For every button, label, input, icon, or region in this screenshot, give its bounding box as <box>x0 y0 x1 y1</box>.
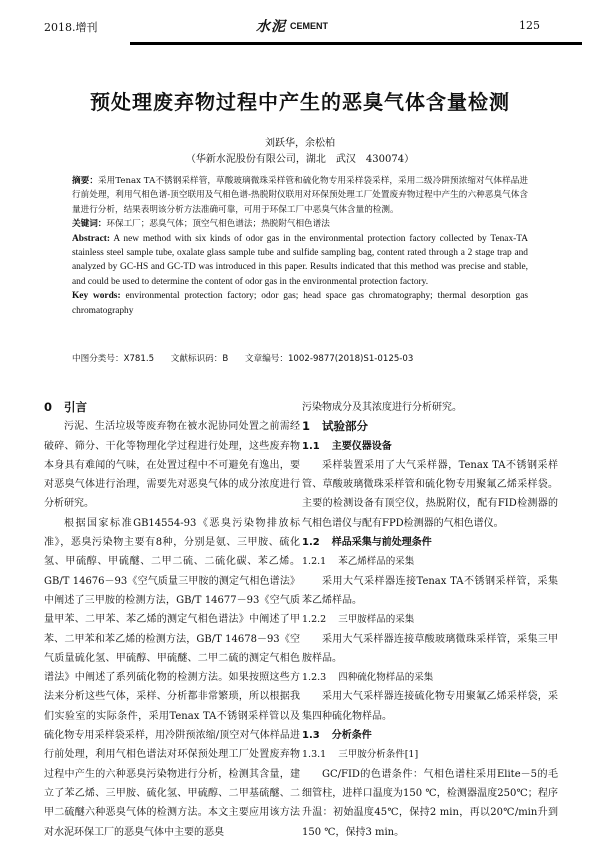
keywords-en <box>72 289 528 318</box>
section-1-2-3-text: 采用大气采样器连接硫化物专用聚氟乙烯采样袋，采集四种硫化物样品。 <box>302 691 558 722</box>
abstract-cn-text: 采用Tenax TA不锈钢采样管，草酸玻璃微珠采样管和硫化物专用采样袋采样，采用二级冷阱预浓缩对气体样品进行前处理，利用气相色谱-顶空联用及气相色谱-热脱附仪联用对环保预处理工厂处置废弃物过程中产生的六种恶臭气体含量进行分析，结果表明该分析方法准确可靠，可用于环保工厂中恶臭气体含量的检测。 <box>72 176 528 215</box>
abstract-en-text: A new method with six kinds of odor gas in the environmental protection factory collected by Tenax-TA stainless steel sample tube, oxalate glass sample tube and sulfide sampling bag, content rated through a 2 stage trap and analyzed by GC-HS and GC-TD was introduced in this paper. Results indicated that this method was precise and stable, and could be used to determine the content of odor gas in the environmental protection factory. <box>72 233 529 287</box>
section-title: 四种硫化物样品的采集 <box>338 672 434 684</box>
section-number: 0 <box>44 400 53 414</box>
section-1-3-1-text: GC/FID的色谱条件：气相色谱柱采用Elite－5的毛细管柱，进样口温度为150 ℃，检测器温度250℃；程序升温：初始温度45℃，保持2 min，再以20℃/min升到150 ℃，保持3 min。 <box>302 768 558 838</box>
journal-name-en: CEMENT <box>290 21 328 31</box>
section-number: 1.3.1 <box>302 749 327 761</box>
left-column <box>44 398 300 842</box>
abstract-cn-label: 摘要： <box>72 176 99 186</box>
section-1-3-1-heading <box>302 745 558 764</box>
intro-paragraph-continued: 污染物成分及其浓度进行分析研究。 <box>302 402 462 413</box>
running-head <box>44 16 540 36</box>
section-title: 试验部分 <box>322 419 369 434</box>
section-number: 1.2 <box>302 537 320 549</box>
section-1-1-text: 采样装置采用了大气采样器，Tenax TA不锈钢采样管、草酸玻璃微珠采样管和硫化物专用聚氟乙烯采样袋。主要的检测设备有顶空仪，热脱附仪，配有FID检测器的气相色谱仪与配有FPD检测器的气相色谱仪。 <box>302 459 558 529</box>
right-column <box>302 398 558 842</box>
section-title: 样品采集与前处理条件 <box>331 537 432 549</box>
section-1-3-heading <box>302 726 558 745</box>
abstract-en-label: Abstract: <box>72 233 111 244</box>
section-1-heading <box>302 417 558 436</box>
keywords-en-text: environmental protection factory; odor gas; head space gas chromatography; thermal desorption gas chromatography <box>72 291 529 316</box>
intro-paragraph-2: 根据国家标准GB14554-93《恶臭污染物排放标准》，恶臭污染物主要有8种，分别是氨、三甲胺、硫化氢、甲硫醇、甲硫醚、二甲二硫、二硫化碳、苯乙烯。GB/T 14676－93《空气质量三甲胺的测定气相色谱法》中阐述了三甲胺的检测方法，GB/T 14677－93《空气质量甲苯、二甲苯、苯乙烯的测定气相色谱法》中阐述了甲苯、二甲苯和苯乙烯的检测方法，GB/T 14678－93《空气质量硫化氢、甲硫醇、甲硫醚、二甲二硫的测定气相色谱法》中阐述了系列硫化物的检测方法。如果按照这些方法来分析这些气体，采样、分析都非常繁琐，所以根据我们实验室的实际条件，采用Tenax TA不锈钢采样管以及硫化物专用采样袋采样，用冷阱预浓缩/顶空对气体样品进行前处理，利用气相色谱法对环保预处理工厂处置废弃物过程中产生的六种恶臭污染物进行分析，检测其含量，建立了苯乙烯、三甲胺、硫化氢、甲硫醇、二甲基硫醚、二甲二硫醚六种恶臭气体的检测方法。本文主要应用该方法对水泥环保工厂的恶臭气体中主要的恶臭 <box>44 517 300 838</box>
abstract-cn <box>72 174 528 217</box>
clc-number: 中图分类号：X781.5 <box>72 354 155 364</box>
section-1-1-heading <box>302 437 558 456</box>
section-title: 三甲胺分析条件[1] <box>338 749 419 761</box>
issue-label: 2018.增刊 <box>44 21 98 34</box>
section-0-heading <box>44 398 300 417</box>
keywords-cn-label: 关键词： <box>72 219 107 230</box>
section-number: 1.1 <box>302 440 320 452</box>
abstract-en <box>72 232 528 290</box>
section-number: 1.3 <box>302 730 320 742</box>
intro-paragraph-1: 污泥、生活垃圾等废弃物在被水泥协同处置之前需经破碎、筛分、干化等物理化学过程进行处理，这些废弃物本身具有难闻的气味，在处置过程中不可避免有逸出，要对恶臭气体进行治理，需要先对恶臭气体的成分浓度进行分析研究。 <box>44 421 300 510</box>
keywords-cn-text: 环保工厂；恶臭气体；顶空气相色谱法；热脱附气相色谱法 <box>106 219 330 230</box>
section-number: 1.2.3 <box>302 672 327 684</box>
section-title: 分析条件 <box>331 730 372 742</box>
section-1-2-1-heading <box>302 552 558 571</box>
section-title: 苯乙烯样品的采集 <box>338 556 415 568</box>
section-1-2-heading <box>302 533 558 552</box>
section-number: 1.2.1 <box>302 556 327 568</box>
section-title: 引言 <box>64 400 88 414</box>
document-code: 文献标识码：B <box>170 354 229 364</box>
journal-logo <box>256 16 328 36</box>
affiliation: （华新水泥股份有限公司，湖北 武汉 430074） <box>185 154 415 165</box>
section-1-2-1-text: 采用大气采样器连接Tenax TA不锈钢采样管，采集苯乙烯样品。 <box>302 575 558 606</box>
authors: 刘跃华，余松柏 <box>265 138 335 149</box>
section-1-2-3-heading <box>302 668 558 687</box>
article-title: 预处理废弃物过程中产生的恶臭气体含量检测 <box>90 90 510 114</box>
journal-name-cn: 水泥 <box>256 19 286 35</box>
classification-line <box>72 352 427 364</box>
keywords-en-label: Key words: <box>72 291 121 302</box>
page-number: 125 <box>519 19 540 32</box>
abstract-block <box>72 174 528 318</box>
article-number: 文章编号：1002-9877(2018)S1-0125-03 <box>245 354 414 364</box>
section-number: 1 <box>302 419 311 434</box>
section-1-2-2-heading <box>302 610 558 629</box>
section-number: 1.2.2 <box>302 614 327 626</box>
header-rule <box>130 42 582 45</box>
section-title: 主要仪器设备 <box>331 440 392 452</box>
section-title: 三甲胺样品的采集 <box>338 614 415 626</box>
section-1-2-2-text: 采用大气采样器连接草酸玻璃微珠采样管，采集三甲胺样品。 <box>302 633 558 664</box>
keywords-cn <box>72 217 528 231</box>
